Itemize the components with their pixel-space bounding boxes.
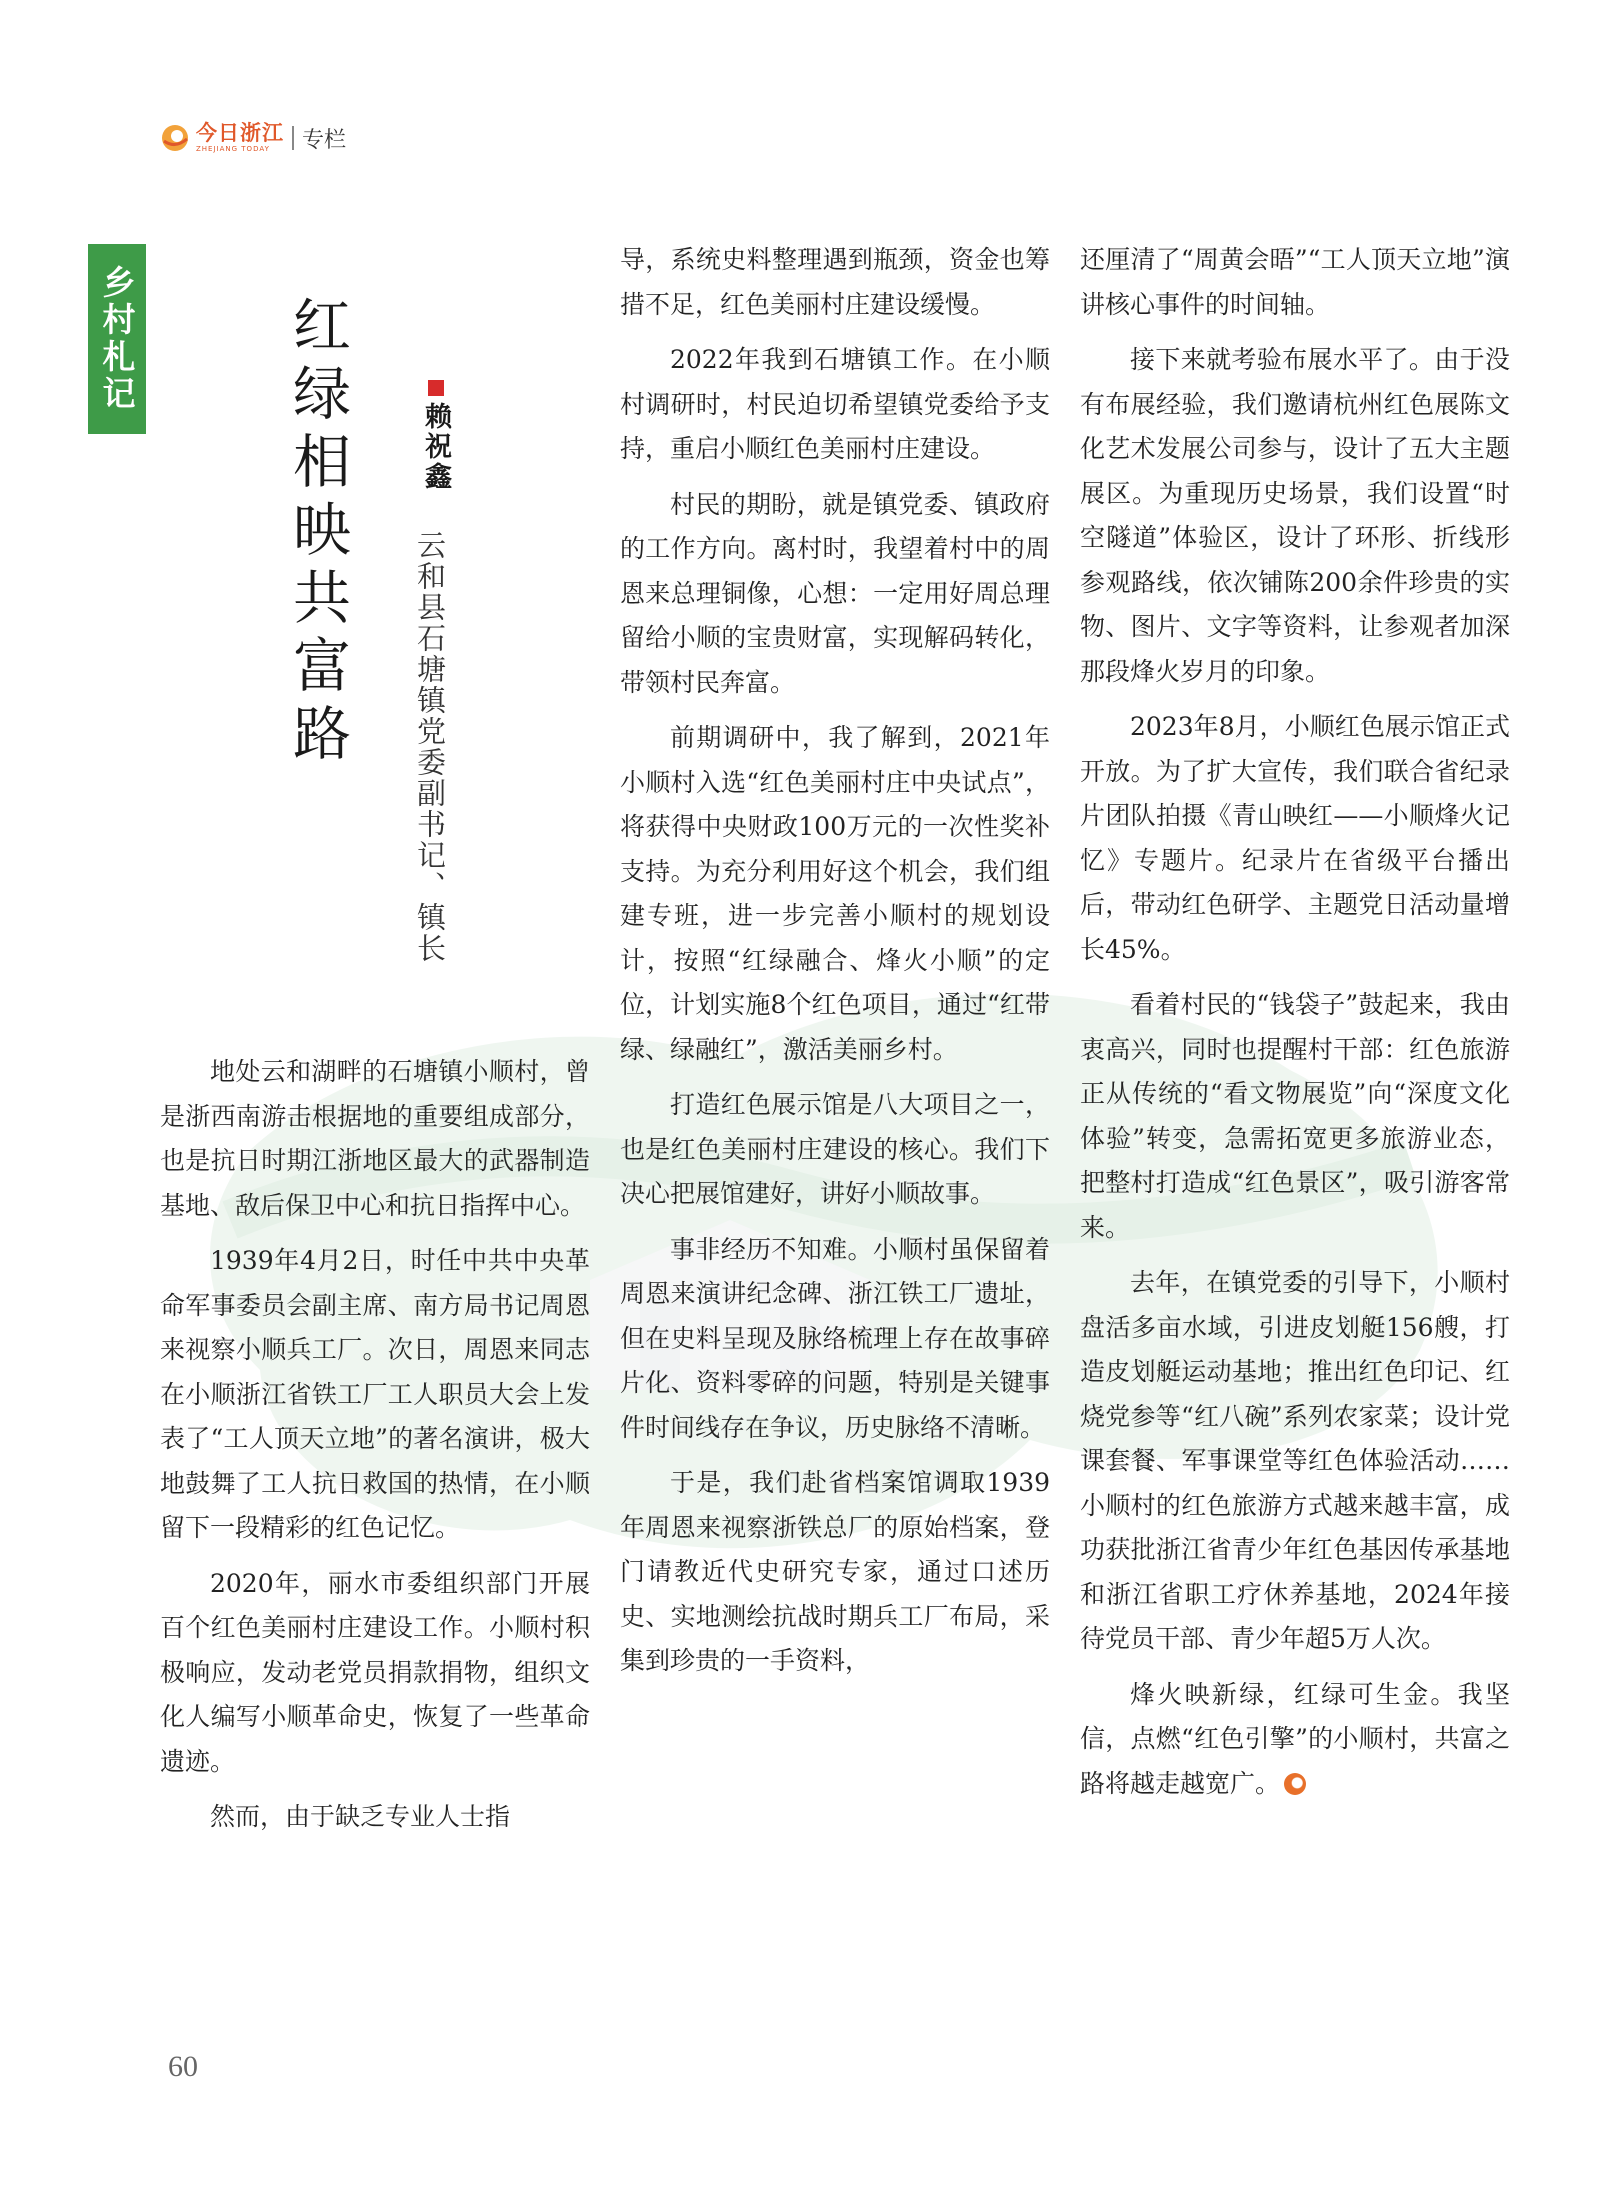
paragraph: 还厘清了“周黄会晤”“工人顶天立地”演讲核心事件的时间轴。 (1080, 245, 1510, 319)
paragraph: 前期调研中，我了解到，2021年小顺村入选“红色美丽村庄中央试点”，将获得中央财政100万元的一次性奖补支持。为充分利用好这个机会，我们组建专班，进一步完善小顺村的规划设计，按照“红绿融合、烽火小顺”的定位，计划实施8个红色项目，通过“红带绿、绿融红”，激活美丽乡村。 (620, 723, 1050, 1064)
paragraph: 2022年我到石塘镇工作。在小顺村调研时，村民迫切希望镇党委给予支持，重启小顺红色美丽村庄建设。 (620, 345, 1050, 463)
paragraph: 1939年4月2日，时任中共中央革命军事委员会副主席、南方局书记周恩来视察小顺兵工厂。次日，周恩来同志在小顺浙江省铁工厂工人职员大会上发表了“工人顶天立地”的著名演讲，极大地鼓舞了工人抗日救国的热情，在小顺留下一段精彩的红色记忆。 (160, 1246, 590, 1542)
column-2 (620, 238, 1050, 1695)
paragraph: 看着村民的“钱袋子”鼓起来，我由衷高兴，同时也提醒村干部：红色旅游正从传统的“看文物展览”向“深度文化体验”转变，急需拓宽更多旅游业态，把整村打造成“红色景区”，吸引游客常来。 (1080, 990, 1510, 1242)
column-1 (160, 1050, 590, 1851)
author-block (416, 380, 455, 492)
page-header (160, 118, 346, 158)
paragraph-final (1080, 1673, 1510, 1807)
paragraph: 去年，在镇党委的引导下，小顺村盘活多亩水域，引进皮划艇156艘，打造皮划艇运动基地；推出红色印记、红烧党参等“红八碗”系列农家菜；设计党课套餐、军事课堂等红色体验活动……小顺村的红色旅游方式越来越丰富，成功获批浙江省青少年红色基因传承基地和浙江省职工疗休养基地，2024年接待党员干部、青少年超5万人次。 (1080, 1268, 1510, 1653)
logo (196, 123, 284, 153)
paragraph: 地处云和湖畔的石塘镇小顺村，曾是浙西南游击根据地的重要组成部分，也是抗日时期江浙地区最大的武器制造基地、敌后保卫中心和抗日指挥中心。 (160, 1057, 590, 1220)
author-name: 赖祝鑫 (420, 402, 451, 492)
paragraph: 然而，由于缺乏专业人士指 (210, 1802, 511, 1831)
end-mark-icon (1284, 1773, 1306, 1795)
logo-subtext: ZHEJIANG TODAY (196, 145, 270, 153)
paragraph: 于是，我们赴省档案馆调取1939年周恩来视察浙铁总厂的原始档案，登门请教近代史研究专家，通过口述历史、实地测绘抗战时期兵工厂布局，采集到珍贵的一手资料， (620, 1468, 1050, 1675)
column-3 (1080, 238, 1510, 1817)
paragraph: 接下来就考验布展水平了。由于没有布展经验，我们邀请杭州红色展陈文化艺术发展公司参与，设计了五大主题展区。为重现历史场景，我们设置“时空隧道”体验区，设计了环形、折线形参观路线，依次铺陈200余件珍贵的实物、图片、文字等资料，让参观者加深那段烽火岁月的印象。 (1080, 345, 1510, 686)
logo-sun-icon (160, 123, 190, 153)
header-divider (292, 126, 294, 150)
paragraph: 导，系统史料整理遇到瓶颈，资金也筹措不足，红色美丽村庄建设缓慢。 (620, 245, 1050, 319)
author-marker (428, 380, 444, 396)
column-label: 专栏 (302, 127, 347, 153)
paragraph: 村民的期盼，就是镇党委、镇政府的工作方向。离村时，我望着村中的周恩来总理铜像，心想：一定用好周总理留给小顺的宝贵财富，实现解码转化，带领村民奔富。 (620, 489, 1050, 697)
paragraph: 2023年8月，小顺红色展示馆正式开放。为了扩大宣传，我们联合省纪录片团队拍摄《青山映红——小顺烽火记忆》专题片。纪录片在省级平台播出后，带动红色研学、主题党日活动量增长45%。 (1080, 712, 1510, 964)
page-number: 60 (168, 2050, 198, 2083)
article-title: 红绿相映共富路 (283, 295, 351, 771)
paragraph-text: 烽火映新绿，红绿可生金。我坚信，点燃“红色引擎”的小顺村，共富之路将越走越宽广。 (1080, 1679, 1510, 1798)
logo-text: 今日浙江 (196, 121, 284, 145)
paragraph: 事非经历不知难。小顺村虽保留着周恩来演讲纪念碑、浙江铁工厂遗址，但在史料呈现及脉络梳理上存在故事碎片化、资料零碎的问题，特别是关键事件时间线存在争议，历史脉络不清晰。 (620, 1234, 1050, 1442)
author-position: 云和县石塘镇党委副书记、镇长 (413, 530, 447, 964)
paragraph: 2020年，丽水市委组织部门开展百个红色美丽村庄建设工作。小顺村积极响应，发动老党员捐款捐物，组织文化人编写小顺革命史，恢复了一些革命遗迹。 (160, 1568, 590, 1776)
paragraph: 打造红色展示馆是八大项目之一，也是红色美丽村庄建设的核心。我们下决心把展馆建好，讲好小顺故事。 (620, 1090, 1050, 1208)
section-tab: 乡村札记 (88, 244, 146, 434)
